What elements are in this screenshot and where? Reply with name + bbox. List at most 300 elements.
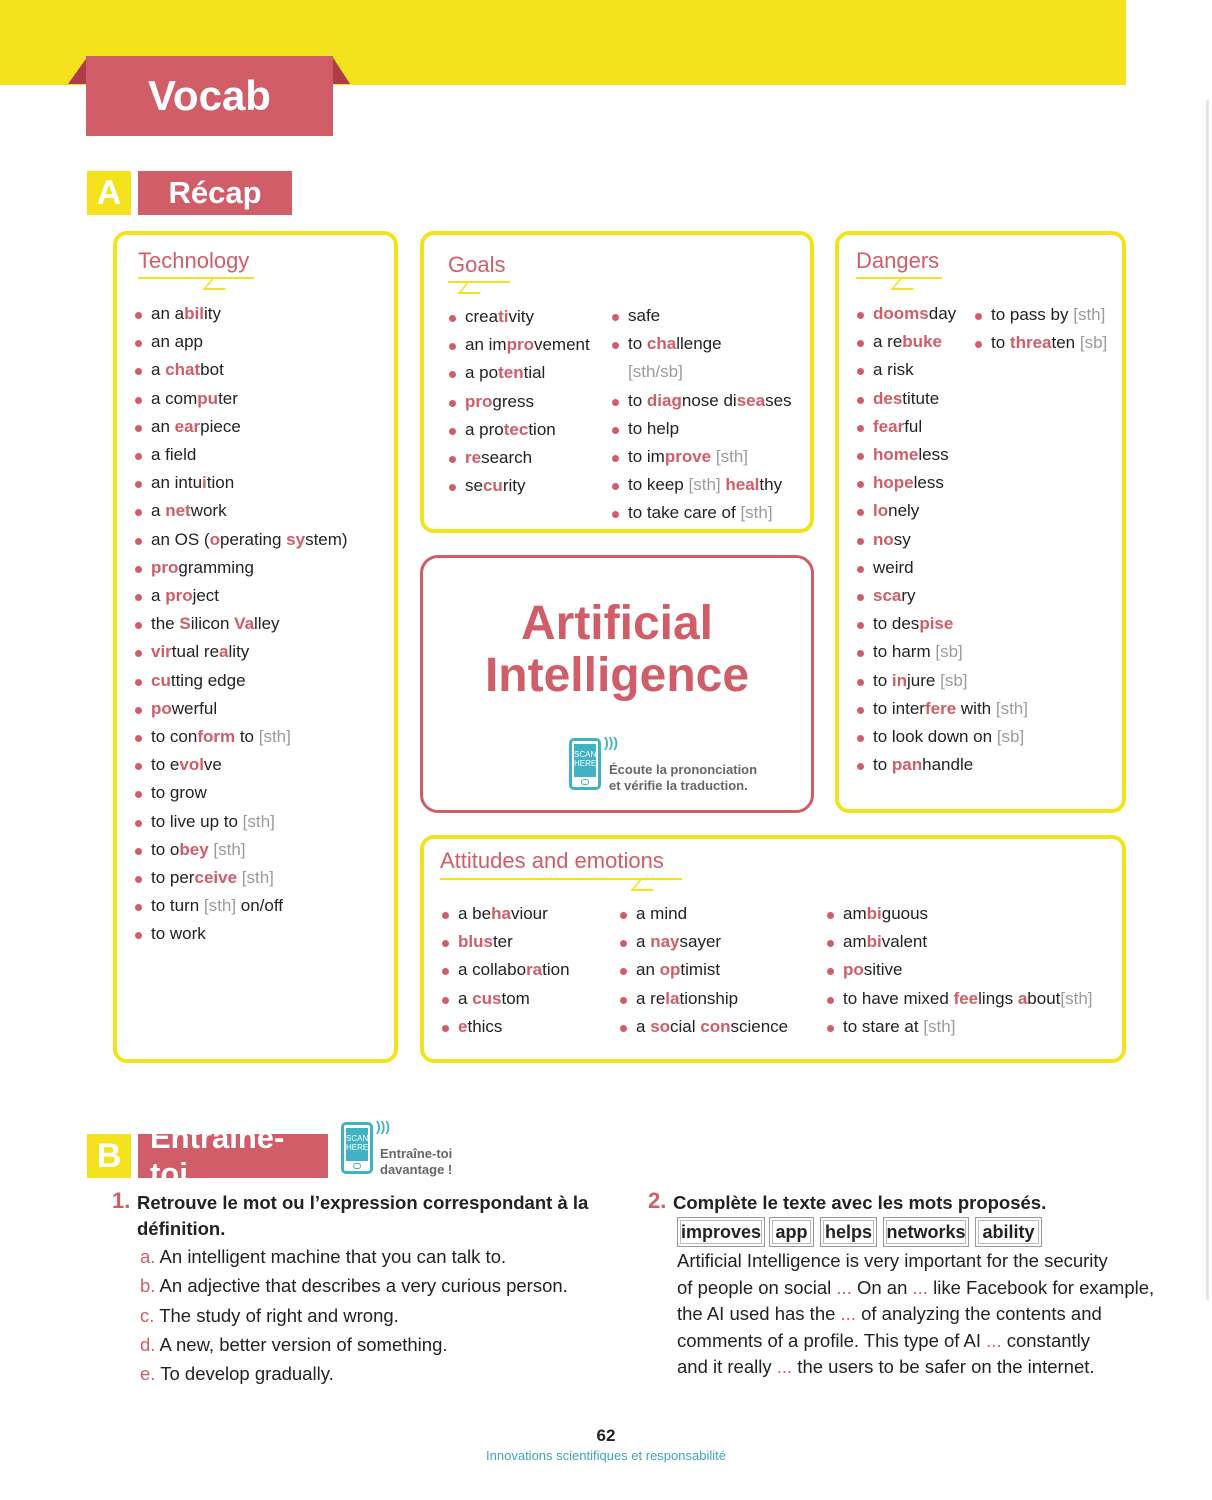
- vocab-item: [135, 469, 348, 497]
- vocab-item: [135, 554, 348, 582]
- text-fragment: constantly: [1001, 1329, 1091, 1351]
- attitudes-title: Attitudes and emotions: [440, 848, 664, 873]
- vocab-item: [135, 864, 348, 892]
- vocab-fragment: a collabo: [458, 960, 527, 980]
- word-bank-item: ability: [975, 1217, 1042, 1247]
- vocab-fragment: handle: [922, 755, 974, 775]
- vocab-fragment: less: [913, 473, 944, 493]
- vocab-fragment: a po: [465, 363, 499, 383]
- vocab-item: [442, 1013, 570, 1041]
- vocab-item: [857, 441, 1028, 469]
- vocab-fragment: an intu: [151, 473, 203, 493]
- chapter-footer: Innovations scientifiques et responsabilité: [486, 1448, 726, 1463]
- vocab-fragment: the: [151, 614, 180, 634]
- vocab-fragment: [sth]: [688, 475, 721, 495]
- vocab-fragment: ses: [765, 390, 792, 410]
- text-fragment: the AI used has the: [677, 1303, 841, 1324]
- vocab-fragment: ter: [492, 932, 513, 952]
- attitudes-list-2: [620, 900, 788, 1041]
- vocab-fragment: ear: [174, 416, 201, 436]
- vocab-fragment: an: [151, 416, 175, 436]
- blank-placeholder[interactable]: ...: [776, 1356, 793, 1377]
- text-fragment: like Facebook for example,: [927, 1276, 1155, 1298]
- text-line: [677, 1328, 1127, 1355]
- vocab-fragment: in: [891, 670, 908, 690]
- vocab-fragment: to: [991, 333, 1010, 353]
- vocab-fragment: [sb]: [940, 670, 968, 690]
- vocab-fragment: to o: [151, 839, 180, 859]
- ai-title-line2: Intelligence: [484, 649, 750, 702]
- vocab-item: [135, 300, 348, 328]
- vocab-item: [620, 900, 788, 928]
- vocab-fragment: lity: [228, 642, 250, 662]
- vocab-fragment: science: [730, 1016, 789, 1036]
- dangers-title: Dangers: [856, 248, 940, 273]
- vocab-fragment: pro: [506, 335, 534, 355]
- vocab-fragment: [sth]: [715, 447, 748, 467]
- vocab-fragment: cu: [482, 476, 503, 496]
- scan-phone-screen-b: SCAN HERE: [346, 1128, 368, 1161]
- vocab-fragment: ten: [1051, 333, 1080, 353]
- vocab-fragment: sy: [893, 529, 911, 549]
- vocab-item: [135, 328, 348, 356]
- vocab-item: [135, 441, 348, 469]
- exercise-1-item: [140, 1275, 568, 1297]
- vocab-fragment: rity: [502, 476, 526, 496]
- vocab-fragment: [sb]: [1079, 333, 1108, 353]
- vocab-fragment: on/off: [236, 896, 283, 916]
- vocab-fragment: to take care of: [628, 503, 741, 523]
- item-letter: e.: [140, 1363, 156, 1385]
- vocab-fragment: se: [465, 476, 483, 496]
- vocab-fragment: to e: [151, 755, 180, 775]
- vocab-fragment: a: [458, 988, 473, 1008]
- blank-placeholder[interactable]: ...: [986, 1329, 1002, 1351]
- vocab-fragment: e: [458, 1016, 468, 1036]
- vocab-fragment: tion: [206, 473, 235, 493]
- ribbon-fold-left: [68, 56, 88, 84]
- vocab-fragment: fere: [924, 698, 957, 718]
- signal-waves-icon-b: ))): [376, 1118, 390, 1134]
- vocab-fragment: o: [209, 529, 220, 549]
- vocab-fragment: nose di: [681, 390, 737, 410]
- vocab-fragment: nely: [888, 501, 920, 521]
- vocab-fragment: hope: [873, 473, 914, 493]
- vocab-fragment: an: [636, 960, 660, 980]
- vocab-item: [135, 356, 348, 384]
- item-text: A new, better version of something.: [155, 1333, 448, 1355]
- vocab-fragment: ity: [203, 304, 221, 323]
- vocab-fragment: [sth]: [242, 811, 275, 831]
- vocab-fragment: tting edge: [170, 670, 246, 690]
- section-b-letter: B: [87, 1134, 131, 1178]
- vocab-fragment: bi: [866, 904, 882, 923]
- vocab-fragment: gress: [492, 391, 534, 411]
- vocab-item: [827, 900, 1093, 928]
- word-bank-item: helps: [820, 1217, 877, 1247]
- vocab-fragment: la: [665, 988, 680, 1008]
- text-fragment: Artificial Intelligence is very important for the security: [677, 1250, 1108, 1271]
- vocab-fragment: a: [636, 1016, 651, 1036]
- vocab-fragment: vement: [533, 335, 590, 355]
- vocab-fragment: sea: [736, 390, 766, 410]
- vocab-fragment: search: [481, 448, 533, 468]
- vocab-fragment: to have mixed: [843, 988, 954, 1008]
- vocab-item: [857, 723, 1028, 751]
- vocab-fragment: [sb]: [935, 642, 963, 662]
- technology-list: [135, 300, 348, 949]
- vocab-fragment: [sth]: [1060, 988, 1093, 1008]
- scan-hint-line2: et vérifie la traduction.: [609, 778, 748, 793]
- vocab-fragment: tion: [542, 960, 570, 980]
- vocab-fragment: werful: [171, 698, 218, 718]
- dangers-list-1: [857, 300, 1028, 779]
- vocab-fragment: an a: [151, 304, 185, 323]
- exercise-1-item: [140, 1334, 448, 1356]
- vocab-fragment: viour: [510, 904, 548, 923]
- vocab-fragment: po: [843, 960, 864, 980]
- vocab-fragment: with: [956, 698, 996, 718]
- blank-placeholder[interactable]: ...: [912, 1276, 928, 1298]
- vocab-fragment: weird: [873, 557, 914, 577]
- text-line: [677, 1248, 1127, 1275]
- vocab-fragment: ve: [203, 755, 222, 775]
- word-bank-item: app: [769, 1217, 814, 1247]
- item-text: The study of right and wrong.: [154, 1304, 399, 1326]
- vocab-item: [857, 667, 1028, 695]
- vocab-item: [857, 526, 1028, 554]
- vocab-fragment: to: [873, 670, 892, 690]
- vocab-item: [857, 610, 1028, 638]
- vocab-item: [135, 638, 348, 666]
- vocab-fragment: titute: [902, 388, 940, 408]
- vocab-fragment: safe: [628, 306, 661, 325]
- vocab-fragment: tom: [501, 988, 530, 1008]
- vocab-item: [135, 779, 348, 807]
- dangers-list-2: [975, 301, 1107, 357]
- vocab-fragment: ject: [192, 586, 220, 606]
- technology-title: Technology: [138, 248, 250, 273]
- vocab-fragment: tual re: [171, 642, 220, 662]
- vocab-fragment: pise: [919, 614, 954, 634]
- vocab-fragment: so: [650, 1016, 671, 1036]
- item-text: An adjective that describes a very curious person.: [155, 1275, 568, 1297]
- vocab-fragment: to im: [628, 447, 665, 467]
- section-a-title: Récap: [138, 171, 292, 215]
- vocab-fragment: prove: [664, 447, 712, 467]
- vocab-item: [449, 331, 590, 359]
- vocab-item: [135, 920, 348, 948]
- vocab-item: [442, 900, 570, 928]
- vocab-item: [135, 723, 348, 751]
- vocab-fragment: less: [918, 445, 949, 465]
- vocab-fragment: piece: [200, 416, 241, 436]
- vocab-fragment: an OS (: [151, 529, 210, 549]
- vocab-fragment: to live up to: [151, 811, 243, 831]
- vocab-item: [612, 302, 792, 330]
- phone-button-icon: [581, 779, 589, 785]
- vocab-fragment: dooms: [873, 304, 929, 323]
- vocab-item: [135, 385, 348, 413]
- vocab-fragment: to grow: [151, 783, 207, 803]
- vocab-fragment: [sth]: [241, 868, 274, 888]
- vocab-fragment: bey: [179, 839, 209, 859]
- vocab-item: [135, 582, 348, 610]
- vocab-fragment: chat: [165, 360, 201, 380]
- vocab-fragment: cu: [151, 670, 171, 690]
- signal-waves-icon: ))): [604, 734, 618, 750]
- vocab-fragment: to look down on: [873, 727, 997, 747]
- vocab-item: [857, 356, 1028, 384]
- vocab-fragment: ti: [498, 307, 509, 326]
- vocab-fragment: to keep: [628, 475, 689, 495]
- vocab-item: [135, 610, 348, 638]
- vocab-fragment: tion: [528, 419, 556, 439]
- vocab-item: [135, 751, 348, 779]
- vocab-fragment: [sth]: [258, 727, 291, 747]
- item-text: To develop gradually.: [155, 1363, 334, 1385]
- phone-button-icon-b: [353, 1163, 361, 1169]
- vocab-item: [449, 359, 590, 387]
- page-edge-shadow: [1206, 100, 1209, 1300]
- ai-card-title: [423, 598, 811, 702]
- exercise-1-number: 1.: [112, 1188, 131, 1213]
- vocab-item: [612, 415, 792, 443]
- vocab-fragment: am: [843, 932, 867, 952]
- vocab-fragment: lley: [254, 614, 280, 634]
- vocab-fragment: op: [659, 960, 681, 980]
- vocab-item: [857, 554, 1028, 582]
- vocab-fragment: a mind: [636, 904, 688, 923]
- text-fragment: On an: [851, 1276, 913, 1298]
- vocab-item: [857, 385, 1028, 413]
- exercise-2-number: 2.: [648, 1188, 667, 1213]
- vocab-fragment: threa: [1009, 333, 1052, 353]
- exercise-1-item: [140, 1246, 506, 1268]
- vocab-fragment: to pass by: [991, 305, 1074, 324]
- vocab-fragment: to per: [151, 868, 195, 888]
- vocab-item: [135, 808, 348, 836]
- vocab-item: [827, 956, 1093, 984]
- scan-hint-line1: Écoute la prononciation: [609, 762, 758, 777]
- vocab-item: [135, 497, 348, 525]
- vocab-fragment: lo: [873, 501, 889, 521]
- vocab-item: [135, 413, 348, 441]
- vocab-item: [135, 667, 348, 695]
- vocab-fragment: a: [1017, 988, 1028, 1008]
- vocab-fragment: [sth]: [740, 503, 773, 523]
- vocab-fragment: work: [190, 501, 227, 521]
- vocab-fragment: [sb]: [996, 727, 1025, 747]
- item-letter: c.: [140, 1304, 155, 1326]
- vocab-fragment: net: [165, 501, 191, 521]
- vocab-fragment: fee: [953, 988, 979, 1008]
- vocab-fragment: form: [197, 727, 236, 747]
- vocab-fragment: nay: [650, 932, 680, 952]
- vocab-item: [620, 956, 788, 984]
- vocab-fragment: bout: [1027, 988, 1061, 1008]
- blank-placeholder[interactable]: ...: [836, 1276, 852, 1298]
- vocab-fragment: po: [151, 698, 172, 718]
- vocab-fragment: timist: [680, 960, 721, 980]
- vocab-fragment: to help: [628, 418, 680, 438]
- vocab-fragment: stem): [305, 529, 348, 549]
- vocab-fragment: a com: [151, 388, 198, 408]
- goals-list-1: [449, 303, 590, 500]
- vocab-fragment: gramming: [178, 557, 254, 577]
- vocab-item: [857, 751, 1028, 779]
- text-fragment: of analyzing the contents and: [855, 1303, 1102, 1324]
- vocab-fragment: [sth]: [203, 896, 237, 916]
- text-fragment: comments of a profile. This type of AI: [677, 1329, 987, 1351]
- vocab-item: [135, 836, 348, 864]
- vocab-fragment: blus: [458, 932, 493, 952]
- vocab-item: [135, 526, 348, 554]
- attitudes-list-1: [442, 900, 570, 1041]
- scan-hint: [609, 762, 757, 794]
- scan-phone-screen: SCAN HERE: [574, 744, 596, 777]
- vocab-fragment: to: [628, 390, 647, 410]
- vocab-fragment: a risk: [873, 360, 914, 380]
- vocab-fragment: a re: [873, 332, 903, 352]
- item-letter: b.: [140, 1275, 156, 1297]
- vocab-item: [857, 469, 1028, 497]
- vocab-fragment: guous: [881, 904, 929, 923]
- vocab-item: [612, 387, 792, 415]
- vocab-item: [857, 638, 1028, 666]
- word-bank-item: improves: [677, 1217, 765, 1247]
- vocab-fragment: ha: [491, 904, 511, 923]
- vocab-fragment: to con: [151, 727, 198, 747]
- vocab-fragment: tec: [503, 419, 529, 439]
- item-letter: d.: [140, 1333, 156, 1355]
- vocab-label: Vocab: [148, 72, 271, 119]
- vocab-item: [135, 892, 348, 920]
- vocab-item: [975, 301, 1107, 329]
- text-line: [677, 1301, 1127, 1328]
- section-a-letter: A: [87, 171, 131, 215]
- vocab-fragment: bil: [184, 304, 204, 323]
- vocab-fragment: i: [202, 473, 207, 493]
- vocab-item: [620, 1013, 788, 1041]
- vocab-fragment: thics: [467, 1016, 503, 1036]
- vocab-fragment: to harm: [873, 642, 936, 662]
- ai-title-line1: Artificial: [520, 597, 714, 650]
- text-line: [677, 1354, 1127, 1381]
- vocab-fragment: llenge: [676, 334, 722, 354]
- vocab-item: [442, 956, 570, 984]
- page-number: 62: [596, 1426, 616, 1445]
- scan-hint-b-line1: Entraîne-toi: [380, 1146, 453, 1161]
- vocab-fragment: to turn: [151, 896, 204, 916]
- vocab-fragment: ten: [498, 363, 524, 383]
- vocab-fragment: bot: [200, 360, 224, 380]
- vocab-fragment: con: [700, 1016, 731, 1036]
- vocab-fragment: Va: [234, 614, 255, 634]
- vocab-fragment: des: [873, 388, 903, 408]
- vocab-item: [612, 330, 792, 358]
- section-b-title: Entraîne-toi: [138, 1134, 328, 1178]
- vocab-fragment: ful: [904, 416, 923, 436]
- vocab-fragment: an app: [151, 332, 203, 352]
- vocab-fragment: sy: [286, 529, 306, 549]
- vocab-fragment: to: [235, 727, 259, 747]
- vocab-item: [827, 1013, 1093, 1041]
- vocab-fragment: vol: [179, 755, 204, 775]
- vocab-fragment: [sth]: [995, 698, 1028, 718]
- text-fragment: of people on social: [677, 1276, 837, 1298]
- scan-hint-b: [380, 1146, 452, 1178]
- vocab-fragment: thy: [759, 475, 783, 495]
- vocab-fragment: sca: [873, 586, 902, 606]
- vocab-item: [857, 695, 1028, 723]
- exercise-1-item: [140, 1305, 399, 1327]
- vocab-fragment: vir: [151, 642, 172, 662]
- vocab-fragment: a: [151, 501, 166, 521]
- vocab-item: [620, 985, 788, 1013]
- vocab-item: [449, 303, 590, 331]
- vocab-fragment: a: [151, 360, 166, 380]
- vocab-fragment: lings: [978, 988, 1018, 1008]
- vocab-fragment: tial: [523, 363, 546, 383]
- text-fragment: the users to be safer on the internet.: [792, 1356, 1095, 1377]
- vocab-item: [449, 416, 590, 444]
- vocab-item: [975, 329, 1107, 357]
- vocab-item: [620, 928, 788, 956]
- vocab-fragment: day: [928, 304, 957, 323]
- vocab-item: [857, 582, 1028, 610]
- vocab-item: [442, 985, 570, 1013]
- vocab-fragment: ceive: [194, 868, 238, 888]
- vocab-item: [827, 985, 1093, 1013]
- scan-phone-icon-b[interactable]: [341, 1122, 373, 1174]
- vocab-fragment: [sth]: [923, 1016, 956, 1036]
- vocab-fragment: diag: [646, 390, 682, 410]
- vocab-fragment: ry: [901, 586, 916, 606]
- vocab-fragment: to stare at: [843, 1016, 924, 1036]
- vocab-item: [857, 497, 1028, 525]
- vocab-fragment: a: [151, 586, 166, 606]
- vocab-fragment: tionship: [679, 988, 739, 1008]
- vocab-fragment: a: [636, 932, 651, 952]
- scan-phone-icon[interactable]: [569, 738, 601, 790]
- vocab-item: [135, 695, 348, 723]
- vocab-fragment: [sth]: [213, 839, 246, 859]
- vocab-fragment: bi: [866, 932, 882, 952]
- exercise-1-instruction-line1: Retrouve le mot ou l’expression correspondant à la: [137, 1192, 589, 1213]
- blank-placeholder[interactable]: ...: [840, 1303, 856, 1324]
- vocab-item: [442, 928, 570, 956]
- vocab-fragment: to inter: [873, 698, 925, 718]
- vocab-item: [857, 413, 1028, 441]
- vocab-fragment: vity: [508, 307, 534, 326]
- vocab-fragment: jure: [907, 670, 941, 690]
- vocab-fragment: S: [179, 614, 191, 634]
- vocab-fragment: sayer: [679, 932, 722, 952]
- vocab-fragment: a re: [636, 988, 666, 1008]
- vocab-fragment: pan: [891, 755, 923, 775]
- vocab-item: [612, 443, 792, 471]
- vocab-fragment: a pro: [465, 419, 504, 439]
- attitudes-list-3: [827, 900, 1093, 1041]
- vocab-fragment: cial: [670, 1016, 701, 1036]
- ai-card: [420, 555, 814, 813]
- vocab-item: [612, 358, 792, 386]
- technology-title-underline: [138, 277, 254, 279]
- vocab-fragment: perating: [219, 529, 287, 549]
- vocab-item: [827, 928, 1093, 956]
- item-text: An intelligent machine that you can talk to.: [155, 1246, 507, 1267]
